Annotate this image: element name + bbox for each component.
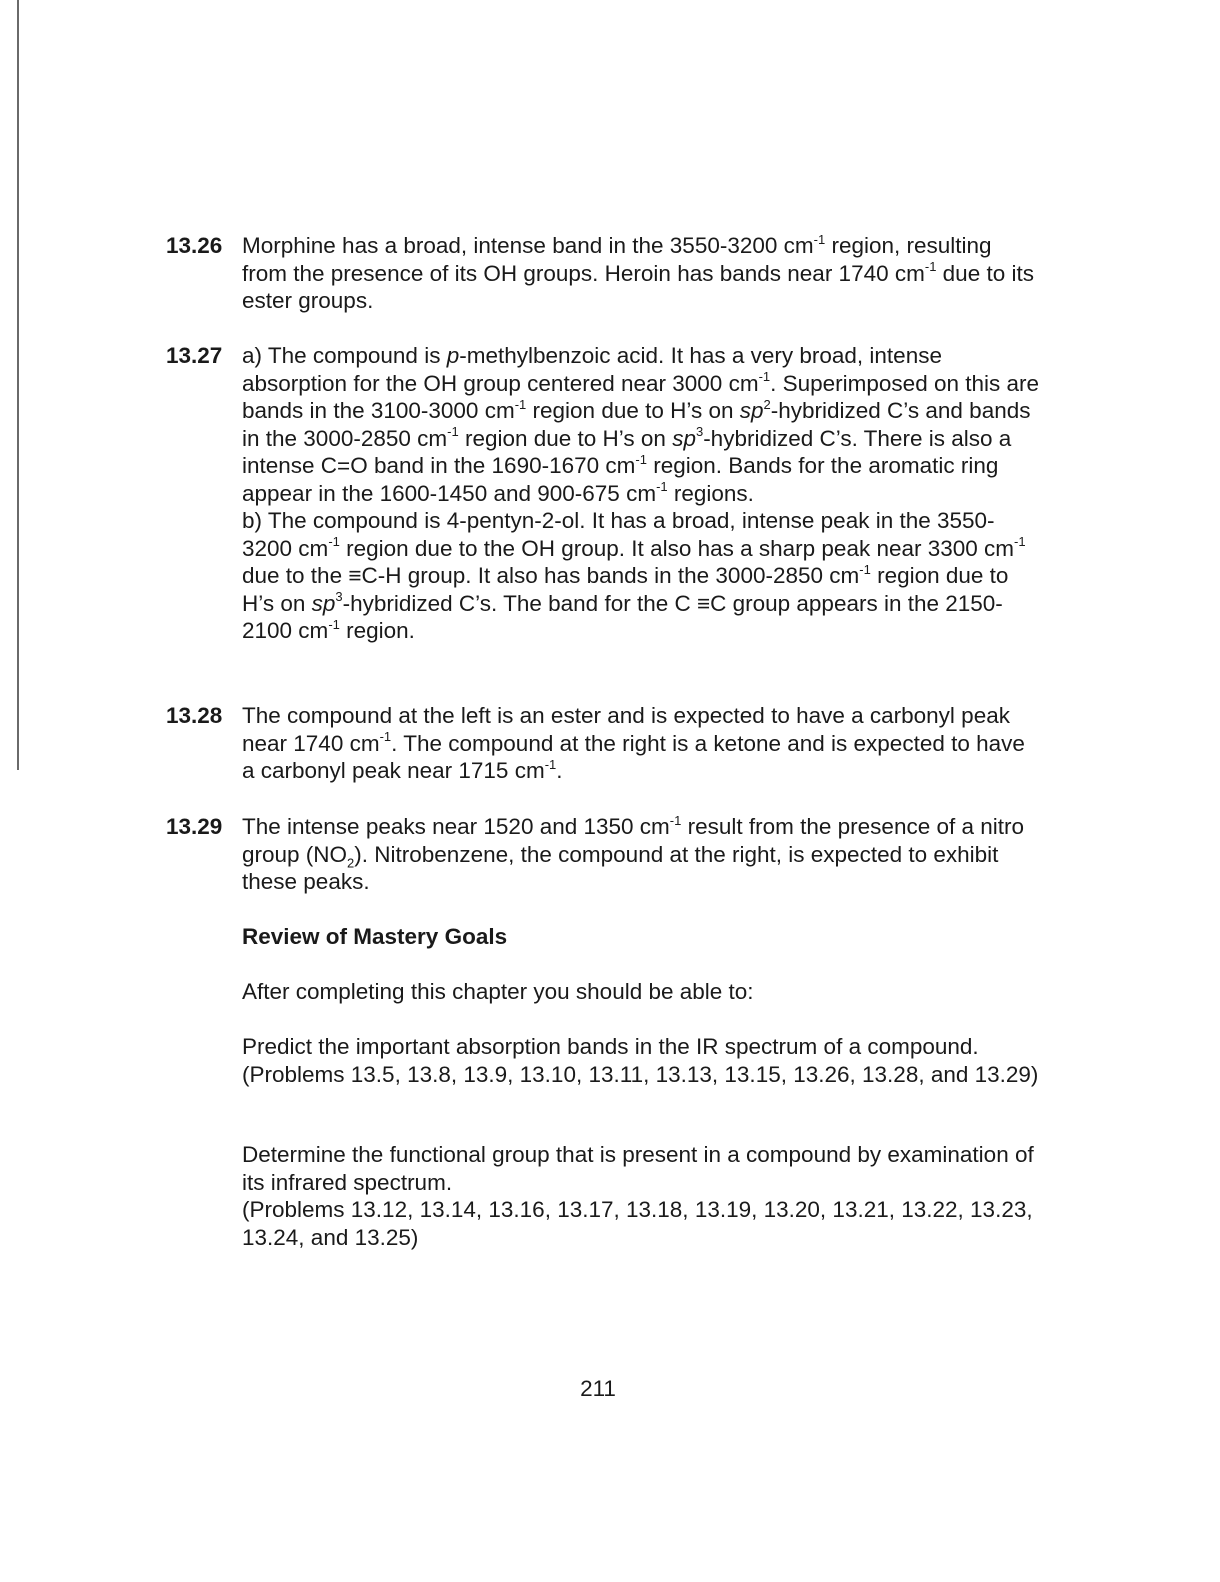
problem-number: 13.28 <box>166 703 223 728</box>
page-number: 211 <box>580 1376 616 1401</box>
problem-text <box>242 342 1042 645</box>
problem-number: 13.27 <box>166 343 223 368</box>
problem-number: 13.26 <box>166 233 223 258</box>
problem-number: 13.29 <box>166 814 223 839</box>
mastery-goal-2: Determine the functional group that is present in a compound by examination of its infrared spectrum. (Problems 13.12, 13.14, 13.16, 13.17, 13.18, 13.19, 13.20, 13.21, 13.22, 13.23, 13.24, and 13.25) <box>242 1141 1042 1251</box>
review-intro: After completing this chapter you should be able to: <box>242 979 754 1004</box>
part-a: a) The compound is p-methylbenzoic acid. It has a very broad, intense absorption for the OH group centered near 3000 $cm^{-1}$. Superimposed on this are bands in the 3100-3000 $cm^{-1}$ region due to H’s on $sp^2$-hybridized C’s and bands in the 3000-2850 $cm^{-1}$ region due to H’s on $sp^3$-hybridized C’s. There is also a intense C=O band in the 1690-1670 $cm^{-1}$ region. Bands for the aromatic ring appear in the 1600-1450 and 900-675 $cm^{-1}$ regions. <box>242 343 1040 506</box>
problem-text: The compound at the left is an ester and is expected to have a carbonyl peak near 1740 $cm^{-1}$. The compound at the right is a ketone and is expected to have a carbonyl peak near 1715 $cm^{-1}$. <box>242 703 1025 783</box>
part-b: b) The compound is 4-pentyn-2-ol. It has a broad, intense peak in the 3550-3200 $cm^{-1}$ region due to the OH group. It also has a sharp peak near 3300 $cm^{-1}$ due to the ≡C-H group. It also has bands in the 3000-2850 $cm^{-1}$ region due to H’s on $sp^3$-hybridized C’s. The band for the C ≡C group appears in the 2150-2100 $cm^{-1}$ region. <box>242 508 1026 643</box>
review-section <box>242 923 1042 951</box>
mastery-goal-1: Predict the important absorption bands in the IR spectrum of a compound. (Problems 13.5, 13.8, 13.9, 13.10, 13.11, 13.13, 13.15, 13.26, 13.28, and 13.29) <box>242 1033 1042 1088</box>
section-heading: Review of Mastery Goals <box>242 924 508 949</box>
goal-problem-refs: (Problems 13.5, 13.8, 13.9, 13.10, 13.11, 13.13, 13.15, 13.26, 13.28, and 13.29) <box>242 1061 1039 1087</box>
problem-text: The intense peaks near 1520 and 1350 $cm^{-1}$ result from the presence of a nitro group $(NO_2)$. Nitrobenzene, the compound at the right, is expected to exhibit these peaks. <box>242 812 1025 894</box>
problem-text: Morphine has a broad, intense band in the 3550-3200 $cm^{-1}$ region, resulting from the presence of its OH groups. Heroin has bands near 1740 $cm^{-1}$ due to its ester groups. <box>242 231 1034 313</box>
goal-problem-refs: (Problems 13.12, 13.14, 13.16, 13.17, 13.18, 13.19, 13.20, 13.21, 13.22, 13.23, 13.24, and 13.25) <box>242 1197 1033 1250</box>
